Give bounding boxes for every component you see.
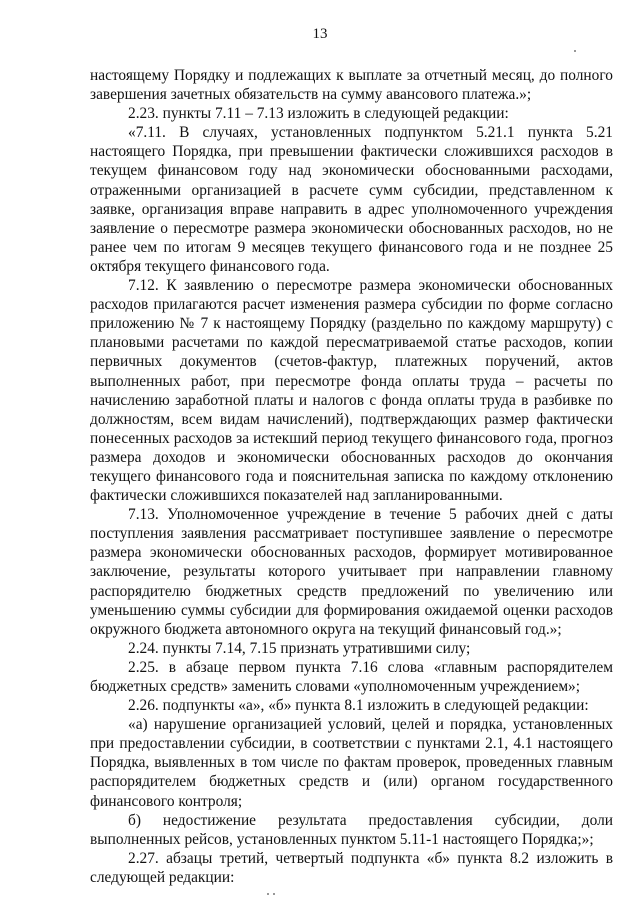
paragraph-2-24: 2.24. пункты 7.14, 7.15 признать утратившими силу; [128, 639, 471, 657]
document-body [90, 66, 613, 887]
paragraph-2-25: 2.25. в абзаце первом пункта 7.16 слова «главным распорядителем бюджетных средств» заменить словами «уполномоченным учреждением»; [90, 658, 613, 695]
scan-speck [273, 893, 275, 895]
scan-speck [574, 50, 576, 52]
paragraph-7-11: «7.11. В случаях, установленных подпунктом 5.21.1 пункта 5.21 настоящего Порядка, при превышении фактически сложившихся расходов в текущем финансовом году над экономически обоснованными расходами, отраженными организацией в расчете сумм субсидии, представленном к заявке, организация вправе направить в адрес уполномоченного учреждения заявление о пересмотре размера экономически обоснованных расходов, но не ранее чем по итогам 9 месяцев текущего финансового года и не позднее 25 октября текущего финансового года. [90, 124, 613, 275]
paragraph-2-27: 2.27. абзацы третий, четвертый подпункта «б» пункта 8.2 изложить в следующей редакции: [90, 849, 613, 886]
paragraph-7-13: 7.13. Уполномоченное учреждение в течение 5 рабочих дней с даты поступления заявления рассматривает поступившее заявление о пересмотре размера экономически обоснованных расходов, формирует мотивированное заключение, результаты которого учитывает при направлении главному распорядителю бюджетных средств предложений по увеличению или уменьшению суммы субсидии для формирования ожидаемой оценки расходов окружного бюджета автономного округа на текущий финансовый год.»; [90, 506, 613, 638]
paragraph-subpoint-b: б) недостижение результата предоставления субсидии, доли выполненных рейсов, установленных пунктом 5.11-1 настоящего Порядка;»; [90, 811, 613, 848]
page-number: 13 [312, 26, 328, 42]
paragraph-2-23: 2.23. пункты 7.11 – 7.13 изложить в следующей редакции: [128, 105, 509, 123]
paragraph-subpoint-a: «а) нарушение организацией условий, целей и порядка, установленных при предоставлении субсидии, в соответствии с пунктами 2.1, 4.1 настоящего Порядка, выявленных в том числе по фактам проверок, проведенных главным распорядителем бюджетных средств и (или) органом государственного финансового контроля; [90, 716, 613, 810]
paragraph-7-12: 7.12. К заявлению о пересмотре размера экономически обоснованных расходов прилагаются расчет изменения размера субсидии по форме согласно приложению № 7 к настоящему Порядку (раздельно по каждому маршруту) с плановыми расчетами по каждой пересматриваемой статье расходов, копии первичных документов (счетов-фактур, платежных поручений, актов выполненных работ, при пересмотре фонда оплаты труда – расчеты по начислению заработной платы и налогов с фонда оплаты труда в разбивке по должностям, всем видам начислений), подтверждающих размер фактически понесенных расходов за истекший период текущего финансового года, прогноз размера доходов и экономически обоснованных расходов до окончания текущего финансового года и пояснительная записка по каждому отклонению фактически сложившихся показателей над запланированными. [90, 277, 613, 505]
paragraph-2-26: 2.26. подпункты «а», «б» пункта 8.1 изложить в следующей редакции: [128, 697, 589, 715]
paragraph-continuation: настоящему Порядку и подлежащих к выплате за отчетный месяц, до полного завершения зачетных обязательств на сумму авансового платежа.»; [90, 67, 613, 104]
scan-speck [267, 893, 269, 895]
